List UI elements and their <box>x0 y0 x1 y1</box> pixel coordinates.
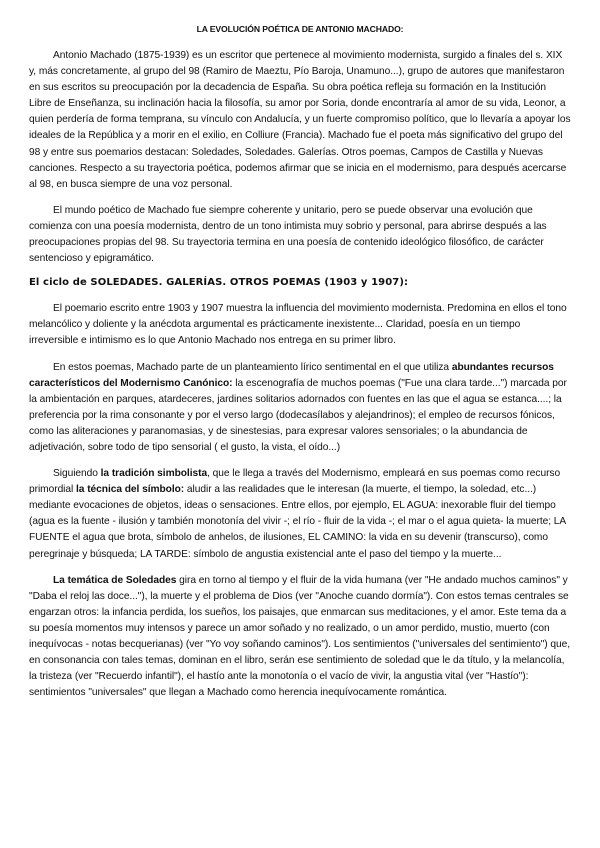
text-run: aludir a las realidades que le interesan (la muerte, el tiempo, la soledad, etc...) mediante evocaciones de objetos, ideas o sensaciones. Entre ellos, por ejemplo, EL AGUA: inexorable fluir del tiempo (agua es la fuente - ilusión y también monotonía del vivir -; el río - fluir de la vida -; el mar o el agua quieta- la muerte; LA FUENTE el agua que brota, símbolo de anhelos, de ilusiones, EL CAMINO: la vida en su devenir (transcurso), como peregrinaje y búsqueda; LA TARDE: símbolo de angustia existencial ante el paso del tiempo y la muerte... <box>29 484 566 560</box>
document-title: LA EVOLUCIÓN POÉTICA DE ANTONIO MACHADO: <box>196 24 404 34</box>
text-run: gira en torno al tiempo y el fluir de la vida humana (ver "He andado muchos caminos" y "Daba el reloj las doce..."), la muerte y el problema de Dios (ver "Anoche cuando dormía"). Con estos temas centrales se engarzan otros: la infancia perdida, los sueños, los paisajes, que enmarcan sus meditaciones, y el amor. Este tema da a su poesía momentos muy intensos y parece un amor soñado y no realizado, o un amor perdido, mustio, muerto (con inequívocas - notas becquerianas) (ver "Yo voy soñando caminos"). Los sentimientos ("universales del sentimiento") que, en consonancia con tales temas, dominan en el libro, serán ese sentimiento de soledad que le da título, y la melancolía, la tristeza (ver "Recuerdo infantil"), el hastío ante la monotonía o el vacío de vivir, la angustia vital (ver "Hastío"): sentimientos "universales" que llegan a Machado como herencia inequívocamente romántica. <box>29 574 571 699</box>
section-paragraph-1: El poemario escrito entre 1903 y 1907 muestra la influencia del movimiento modernista. Predomina en ellos el tono melancólico y doliente y la anécdota argumental es prácticamente inexistente... Claridad, poesía en un tiempo irreversible e intimismo es lo que Antonio Machado nos entrega en su primer libro. <box>29 303 567 347</box>
bold-phrase: La temática de Soledades <box>53 574 177 586</box>
intro-paragraph-2: El mundo poético de Machado fue siempre coherente y unitario, pero se puede observar una evolución que comienza con una poesía modernista, dentro de un tono intimista muy sobrio y personal, para abrirse después a las preocupaciones propias del 98. Su trayectoria termina en una poesía de contenido ideológico filosófico, de carácter sentencioso y epigramático. <box>29 204 547 265</box>
text-run: la escenografía de muchos poemas ("Fue una clara tarde...") marcada por la ambientación en parques, atardeceres, jardines solitarios adornados con fuentes en las que el agua se estanca....; la preferencia por la rima consonante y por el verso largo (dodecasílabos y alejandrinos); el empleo de recursos fónicos, como las aliteraciones y paranomasias, y de sinestesias, para expresar valores sensoriales; o la abundancia de adjetivación, sobre todo de tipo sensorial ( el gusto, la vista, el oído...) <box>29 377 567 453</box>
text-run: En estos poemas, Machado parte de un planteamiento lírico sentimental en el que utiliza <box>53 361 452 373</box>
section-paragraph-2 <box>29 360 571 457</box>
bold-phrase: abundantes recursos característicos del Modernismo Canónico: <box>29 361 554 389</box>
section-paragraph-4 <box>29 573 571 702</box>
section-heading: El ciclo de SOLEDADES. GALERÍAS. OTROS POEMAS (1903 y 1907): <box>29 277 409 289</box>
text-run: , que le llega a través del Modernismo, empleará en sus poemas como recurso primordial <box>29 468 561 496</box>
section-paragraph-3 <box>29 466 571 563</box>
bold-phrase: la técnica del símbolo: <box>76 484 185 496</box>
intro-paragraph-1: Antonio Machado (1875-1939) es un escritor que pertenece al movimiento modernista, surgido a finales del s. XIX y, más concretamente, al grupo del 98 (Ramiro de Maeztu, Pío Baroja, Unamuno...), grupo de autores que manifestaron en sus escritos su preocupación por la decadencia de España. Su obra poética refleja su formación en la Institución Libre de Enseñanza, su inclinación hacia la filosofía, su amor por Soria, donde encontraría al amor de su vida, Leonor, a quien perdería de forma temprana, su vínculo con Andalucía, y un fuerte compromiso político, que lo llevaría a apoyar los ideales de la República y a morir en el exilio, en Colliure (Francia). Machado fue el poeta más significativo del grupo del 98 y entre sus poemarios destacan: Soledades, Soledades. Galerías. Otros poemas, Campos de Castilla y Nuevas canciones. Respecto a su trayectoria poética, podemos afirmar que se inicia en el modernismo, para después acercarse al 98, en busca siempre de una voz personal. <box>29 50 571 190</box>
bold-phrase: la tradición simbolista <box>100 468 208 480</box>
text-run: Siguiendo <box>53 468 101 480</box>
